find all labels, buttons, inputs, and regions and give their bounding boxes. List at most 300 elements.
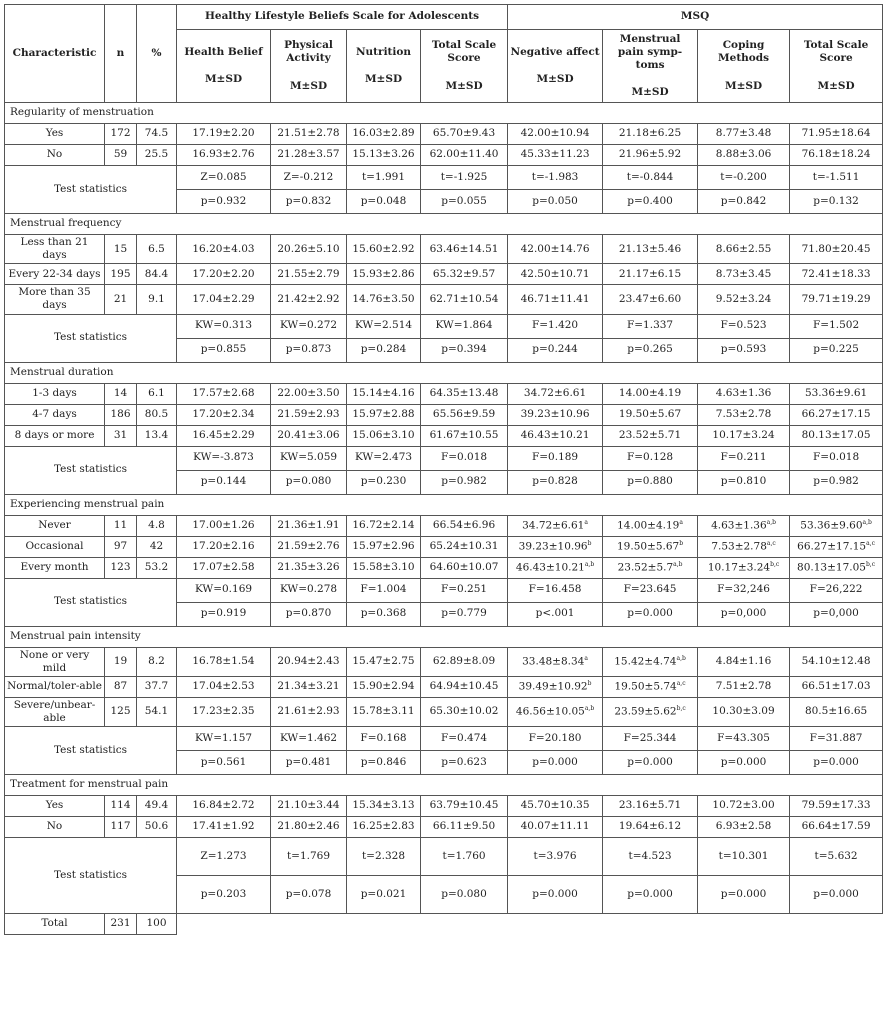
test-value: p=0,000 [698,602,790,626]
value-text: 10.30±3.09 [712,705,775,718]
value-text: 34.72±6.61 [522,519,585,532]
header-col-7 [790,30,883,103]
row-label: Less than 21 days [5,235,105,264]
table-row [5,557,883,578]
value-text: 7.53±2.78 [715,407,772,420]
test-value: KW=0.313 [177,314,271,338]
value-cell [603,796,698,817]
row-pct: 13.4 [137,425,177,446]
value-cell [790,425,883,446]
value-cell [271,425,347,446]
table-row [5,515,883,536]
value-text: 15.97±2.96 [352,539,415,552]
value-text: 15.42±4.74 [614,655,677,668]
row-n: 11 [105,515,137,536]
test-statistics-row [5,578,883,602]
value-text: 21.59±2.76 [277,539,340,552]
value-cell [508,235,603,264]
value-cell [347,124,421,145]
value-superscript: a [679,518,683,526]
value-cell [508,796,603,817]
value-cell [421,817,508,838]
header-stat-label: M±SD [631,86,669,99]
test-statistics-row [5,727,883,751]
test-value: F=0.018 [790,446,883,470]
value-cell [603,264,698,285]
row-label: Yes [5,124,105,145]
value-cell [790,817,883,838]
value-cell [177,404,271,425]
value-text: 7.53±2.78 [711,540,767,553]
table-row [5,383,883,404]
test-value: p=0.623 [421,751,508,775]
row-pct: 6.5 [137,235,177,264]
value-text: 62.71±10.54 [429,292,499,305]
value-cell [271,557,347,578]
value-cell [698,285,790,314]
test-statistics-label: Test statistics [5,727,177,775]
test-statistics-row [5,446,883,470]
value-cell [790,404,883,425]
value-text: 42.00±14.76 [520,242,590,255]
value-text: 62.00±11.40 [429,148,499,161]
value-cell [508,515,603,536]
row-n: 87 [105,676,137,697]
value-cell [603,235,698,264]
test-value: F=1.420 [508,314,603,338]
row-pct: 37.7 [137,676,177,697]
test-value: p=0.225 [790,338,883,362]
row-pct: 80.5 [137,404,177,425]
test-value: p=0.000 [790,751,883,775]
value-text: 17.23±2.35 [192,705,255,718]
test-value: p=0.982 [421,470,508,494]
test-value: p=0.832 [271,190,347,214]
row-label: Every month [5,557,105,578]
value-text: 61.67±10.55 [429,428,499,441]
test-value: F=31.887 [790,727,883,751]
value-superscript: a,b [862,518,872,526]
header-col-label: Physical Activity [284,39,333,65]
test-value: F=1.337 [603,314,698,338]
value-cell [421,145,508,166]
header-n: n [105,5,137,103]
value-text: 21.51±2.78 [277,127,340,140]
row-label: None or very mild [5,647,105,676]
value-text: 21.55±2.79 [277,267,340,280]
value-cell [603,676,698,697]
test-statistics-label: Test statistics [5,578,177,626]
value-cell [603,515,698,536]
section-header-row [5,775,883,796]
value-text: 66.54±6.96 [432,518,496,531]
value-text: 53.36±9.61 [804,386,868,399]
value-cell [698,264,790,285]
value-cell [698,557,790,578]
value-cell [421,515,508,536]
value-cell [790,124,883,145]
value-cell [347,404,421,425]
value-cell [698,425,790,446]
value-text: 45.33±11.23 [520,148,590,161]
header-col-label: Coping Methods [718,39,770,65]
value-text: 21.18±6.25 [618,127,682,140]
value-text: 21.36±1.91 [277,518,340,531]
value-text: 17.20±2.20 [192,267,255,280]
section-title: Menstrual duration [5,362,883,383]
test-value: t=-0.844 [603,166,698,190]
test-value: KW=0.272 [271,314,347,338]
test-value: p=0.080 [271,470,347,494]
header-stat-label: M±SD [536,73,574,85]
test-value: t=-1.511 [790,166,883,190]
value-text: 39.49±10.92 [518,680,588,693]
value-text: 33.48±8.34 [522,655,585,668]
value-cell [177,285,271,314]
value-text: 17.57±2.68 [192,386,255,399]
test-statistics-label: Test statistics [5,166,177,214]
value-text: 10.72±3.00 [712,799,775,812]
value-text: 17.20±2.34 [192,407,255,420]
section-header-row [5,362,883,383]
test-value: p=0.000 [603,751,698,775]
test-value: F=0.211 [698,446,790,470]
value-cell [698,124,790,145]
header-msq-group: MSQ [508,5,883,30]
value-cell [790,264,883,285]
value-text: 21.17±6.15 [618,267,682,280]
value-text: 34.72±6.61 [523,386,587,399]
value-text: 53.36±9.60 [800,519,863,532]
value-cell [508,817,603,838]
value-text: 20.94±2.43 [277,655,340,668]
row-pct: 42 [137,536,177,557]
header-stat-label: M±SD [204,73,243,85]
value-cell [421,647,508,676]
row-n: 123 [105,557,137,578]
value-text: 54.10±12.48 [801,655,871,668]
test-value: t=2.328 [347,838,421,876]
value-cell [421,697,508,726]
section-title: Treatment for menstrual pain [5,775,883,796]
test-value: F=0.168 [347,727,421,751]
header-stat-label: M±SD [289,79,328,92]
value-cell [271,404,347,425]
value-cell [508,404,603,425]
test-value: p=0.919 [177,602,271,626]
header-col-label: Health Belief [184,45,263,58]
value-cell [790,557,883,578]
value-text: 19.50±5.67 [618,407,682,420]
section-title: Experiencing menstrual pain [5,494,883,515]
value-cell [508,285,603,314]
value-cell [790,383,883,404]
value-text: 66.27±17.15 [801,407,871,420]
value-cell [347,557,421,578]
value-cell [347,145,421,166]
header-col-label: Nutrition [355,45,412,58]
table-row [5,425,883,446]
test-value: F=26,222 [790,578,883,602]
test-statistics-label: Test statistics [5,446,177,494]
test-value: KW=1.864 [421,314,508,338]
value-cell [790,285,883,314]
row-label: 4-7 days [5,404,105,425]
value-cell [271,124,347,145]
value-text: 17.00±1.26 [192,518,255,531]
value-text: 64.60±10.07 [429,560,499,573]
test-value: t=5.632 [790,838,883,876]
test-value: p=0.779 [421,602,508,626]
value-text: 64.94±10.45 [429,680,499,693]
value-text: 21.28±3.57 [277,148,340,161]
value-text: 66.27±17.15 [797,540,867,553]
value-cell [177,383,271,404]
test-value: Z=1.273 [177,838,271,876]
row-n: 172 [105,124,137,145]
table-row [5,404,883,425]
header-stat-label: M±SD [364,73,403,85]
test-value: KW=1.462 [271,727,347,751]
test-value: t=1.760 [421,838,508,876]
test-value: KW=2.473 [347,446,421,470]
test-value: p=0.982 [790,470,883,494]
test-value: p=0.144 [177,470,271,494]
value-cell [177,515,271,536]
value-text: 16.45±2.29 [192,428,255,441]
value-text: 15.06±3.10 [352,428,415,441]
test-statistics-label: Test statistics [5,314,177,362]
value-cell [603,383,698,404]
test-value: KW=1.157 [177,727,271,751]
total-pct: 100 [137,914,177,935]
test-value: t=3.976 [508,838,603,876]
value-cell [421,124,508,145]
value-cell [347,647,421,676]
test-value: p=0.870 [271,602,347,626]
value-text: 64.35±13.48 [429,386,499,399]
row-n: 125 [105,697,137,726]
test-value: KW=0.278 [271,578,347,602]
row-n: 195 [105,264,137,285]
value-text: 17.04±2.53 [192,680,255,693]
value-cell [790,515,883,536]
test-value: p=0.000 [603,876,698,914]
value-cell [698,676,790,697]
value-text: 71.80±20.45 [801,242,871,255]
value-text: 21.61±2.93 [277,705,340,718]
row-pct: 6.1 [137,383,177,404]
test-value: p=0,000 [790,602,883,626]
value-text: 15.90±2.94 [352,680,415,693]
test-value: p=0.873 [271,338,347,362]
value-superscript: b [587,539,592,547]
value-cell [603,124,698,145]
value-text: 4.84±1.16 [715,655,772,668]
value-cell [177,124,271,145]
test-value: p=0.000 [698,876,790,914]
value-cell [508,124,603,145]
test-value: F=43.305 [698,727,790,751]
value-superscript: a,c [866,539,875,547]
value-text: 66.11±9.50 [432,820,496,833]
value-cell [177,536,271,557]
row-pct: 54.1 [137,697,177,726]
row-n: 21 [105,285,137,314]
test-value: t=-1.925 [421,166,508,190]
value-text: 39.23±10.96 [518,540,588,553]
value-text: 23.59±5.62 [614,705,677,718]
value-cell [347,676,421,697]
test-value: p=0.203 [177,876,271,914]
row-pct: 25.5 [137,145,177,166]
value-text: 16.03±2.89 [352,127,415,140]
row-n: 15 [105,235,137,264]
test-value: F=0.523 [698,314,790,338]
value-cell [421,676,508,697]
value-cell [603,404,698,425]
value-text: 21.10±3.44 [277,799,340,812]
value-text: 4.63±1.36 [711,519,767,532]
value-cell [421,536,508,557]
test-value: p=0.828 [508,470,603,494]
test-value: F=0.018 [421,446,508,470]
row-n: 31 [105,425,137,446]
test-statistics-label: Test statistics [5,838,177,914]
value-text: 79.71±19.29 [801,292,871,305]
value-cell [177,557,271,578]
value-cell [271,515,347,536]
value-superscript: a,b [676,654,686,662]
value-text: 16.93±2.76 [192,148,255,161]
test-value: p=0.080 [421,876,508,914]
value-text: 23.52±5.7 [617,561,674,574]
value-cell [177,264,271,285]
value-cell [790,676,883,697]
value-cell [271,145,347,166]
row-label: 1-3 days [5,383,105,404]
value-text: 15.60±2.92 [352,242,415,255]
value-text: 16.78±1.54 [192,655,255,668]
table-row [5,145,883,166]
value-cell [347,264,421,285]
value-cell [790,145,883,166]
value-cell [603,647,698,676]
section-header-row [5,103,883,124]
value-cell [790,235,883,264]
value-text: 65.70±9.43 [432,127,496,140]
value-text: 23.16±5.71 [618,799,682,812]
test-value: F=1.502 [790,314,883,338]
test-value: p=0.000 [698,751,790,775]
header-hlbs-group: Healthy Lifestyle Beliefs Scale for Adolescents [177,5,508,30]
value-text: 21.34±3.21 [277,680,340,693]
value-cell [698,383,790,404]
value-text: 21.80±2.46 [277,820,340,833]
test-value: KW=0.169 [177,578,271,602]
test-value: t=1.991 [347,166,421,190]
test-value: p=0.132 [790,190,883,214]
value-cell [421,264,508,285]
value-text: 15.47±2.75 [352,655,415,668]
test-value: t=4.523 [603,838,698,876]
value-cell [698,235,790,264]
value-cell [421,404,508,425]
value-cell [790,536,883,557]
value-cell [421,235,508,264]
test-value: F=32,246 [698,578,790,602]
test-value: KW=2.514 [347,314,421,338]
table-row [5,817,883,838]
row-label: Occasional [5,536,105,557]
value-superscript: b,c [770,560,780,568]
value-cell [271,285,347,314]
value-text: 14.76±3.50 [352,292,415,305]
test-value: KW=5.059 [271,446,347,470]
value-cell [698,515,790,536]
header-col-5 [603,30,698,103]
value-cell [421,383,508,404]
header-pct: % [137,5,177,103]
test-value: p=0.400 [603,190,698,214]
row-label: Yes [5,796,105,817]
value-text: 6.93±2.58 [715,820,772,833]
value-superscript: a,c [676,679,686,687]
total-label: Total [5,914,105,935]
value-text: 15.34±3.13 [352,799,415,812]
header-col-label: Total Scale Score [431,39,497,65]
value-text: 8.66±2.55 [715,242,772,255]
value-text: 23.47±6.60 [618,292,682,305]
table-row [5,235,883,264]
value-cell [177,235,271,264]
table-row [5,676,883,697]
results-table [4,4,883,935]
row-label: Severe/unbear-able [5,697,105,726]
value-text: 46.43±10.21 [520,428,590,441]
value-cell [271,536,347,557]
test-value: p<.001 [508,602,603,626]
value-text: 14.00±4.19 [617,519,680,532]
value-text: 19.64±6.12 [618,820,682,833]
row-pct: 4.8 [137,515,177,536]
test-value: p=0.230 [347,470,421,494]
value-cell [177,697,271,726]
value-cell [790,647,883,676]
section-title: Regularity of menstruation [5,103,883,124]
value-cell [271,697,347,726]
header-stat-label: M±SD [817,79,855,92]
value-text: 8.77±3.48 [715,127,772,140]
value-text: 8.88±3.06 [715,148,772,161]
test-value: t=1.769 [271,838,347,876]
table-row [5,285,883,314]
row-n: 97 [105,536,137,557]
test-value: F=20.180 [508,727,603,751]
section-title: Menstrual frequency [5,214,883,235]
value-cell [603,536,698,557]
value-text: 16.84±2.72 [192,799,255,812]
table-row [5,124,883,145]
value-text: 80.13±17.05 [797,561,866,574]
value-superscript: b,c [676,705,686,713]
value-text: 65.30±10.02 [429,705,499,718]
value-cell [421,796,508,817]
header-col-3 [421,30,508,103]
header-stat-label: M±SD [724,79,763,92]
value-cell [603,425,698,446]
test-value: p=0.048 [347,190,421,214]
